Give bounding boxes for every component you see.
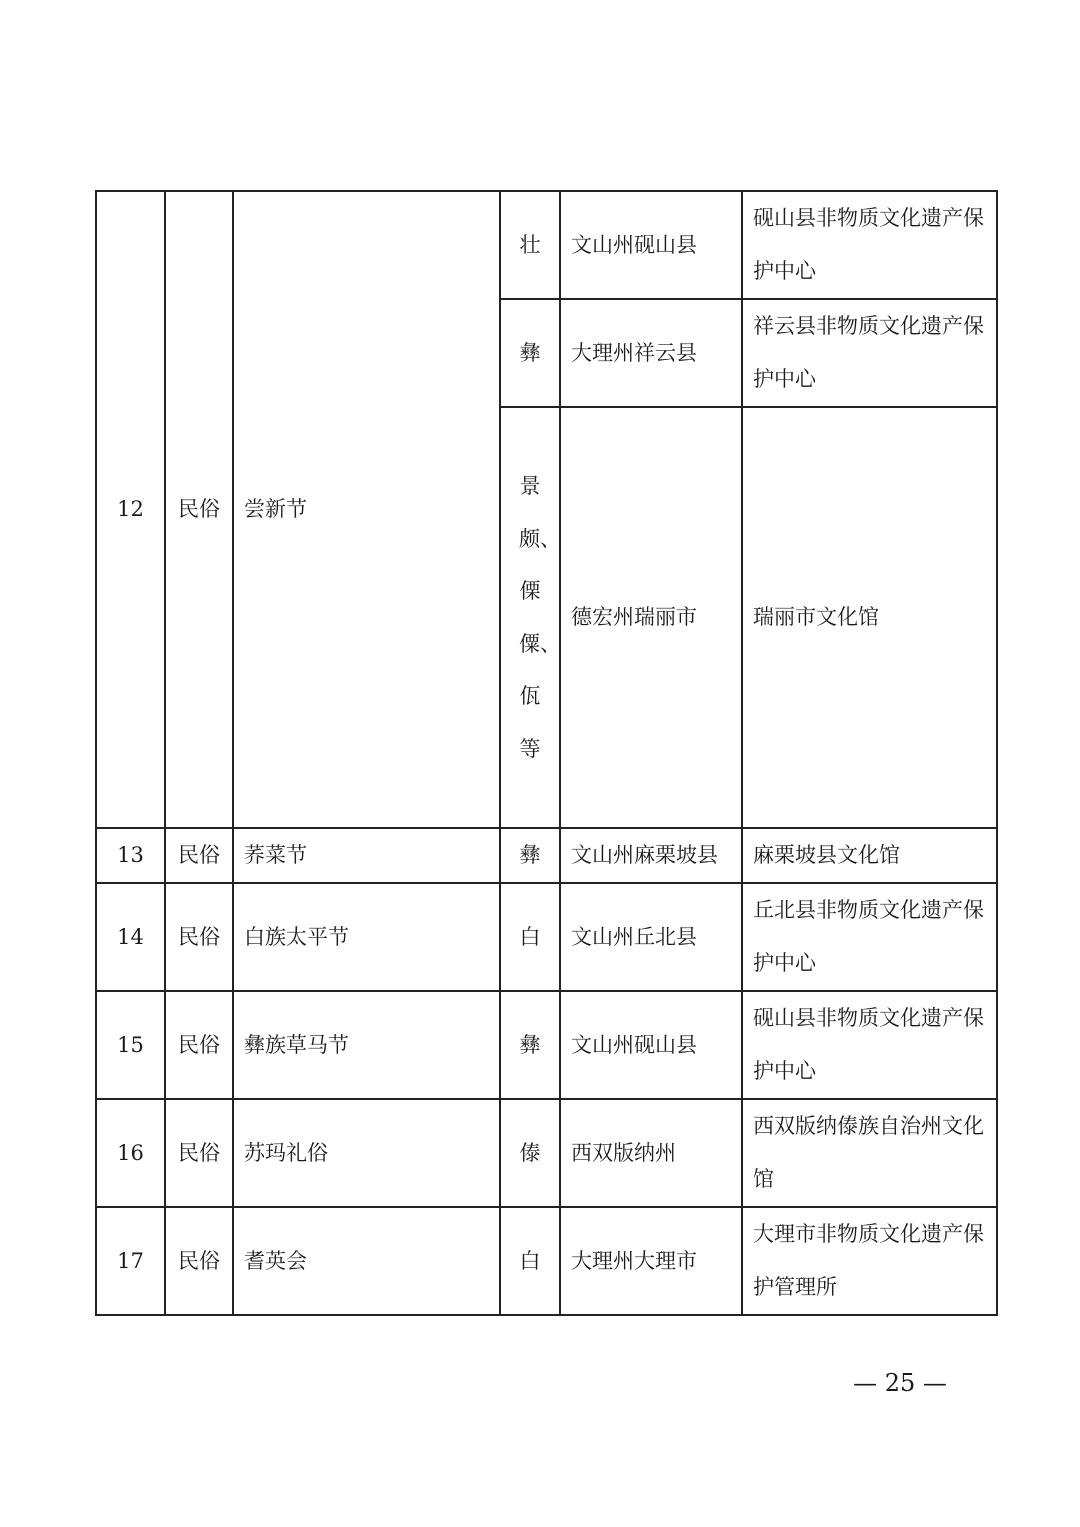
row-unit: 砚山县非物质文化遗产保护中心 xyxy=(742,191,997,299)
row-number: 15 xyxy=(96,991,165,1099)
row-category: 民俗 xyxy=(165,191,233,828)
row-category: 民俗 xyxy=(165,991,233,1099)
row-unit: 麻栗坡县文化馆 xyxy=(742,828,997,883)
table-row xyxy=(96,883,997,991)
row-ethnicity: 彝 xyxy=(500,299,560,407)
row-item-name: 彝族草马节 xyxy=(233,991,500,1099)
row-number: 14 xyxy=(96,883,165,991)
row-area: 大理州祥云县 xyxy=(560,299,742,407)
row-number: 16 xyxy=(96,1099,165,1207)
row-unit: 祥云县非物质文化遗产保护中心 xyxy=(742,299,997,407)
row-category: 民俗 xyxy=(165,1099,233,1207)
row-unit: 瑞丽市文化馆 xyxy=(742,407,997,828)
row-unit: 西双版纳傣族自治州文化馆 xyxy=(742,1099,997,1207)
table-row xyxy=(96,828,997,883)
row-area: 西双版纳州 xyxy=(560,1099,742,1207)
row-item-name: 尝新节 xyxy=(233,191,500,828)
row-category: 民俗 xyxy=(165,883,233,991)
page-number: — 25 — xyxy=(853,1369,947,1397)
table-row xyxy=(96,1099,997,1207)
table-row xyxy=(96,191,997,299)
row-ethnicity: 白 xyxy=(500,883,560,991)
table-row xyxy=(96,991,997,1099)
row-area: 文山州砚山县 xyxy=(560,991,742,1099)
row-area: 文山州丘北县 xyxy=(560,883,742,991)
row-item-name: 白族太平节 xyxy=(233,883,500,991)
row-ethnicity: 彝 xyxy=(500,828,560,883)
row-item-name: 荞菜节 xyxy=(233,828,500,883)
row-number: 17 xyxy=(96,1207,165,1315)
row-item-name: 苏玛礼俗 xyxy=(233,1099,500,1207)
row-ethnicity-text: 景颇、傈僳、佤等 xyxy=(518,474,561,761)
row-item-name: 耆英会 xyxy=(233,1207,500,1315)
heritage-table xyxy=(95,190,998,1316)
row-unit: 砚山县非物质文化遗产保护中心 xyxy=(742,991,997,1099)
row-unit: 大理市非物质文化遗产保护管理所 xyxy=(742,1207,997,1315)
row-category: 民俗 xyxy=(165,828,233,883)
row-number: 12 xyxy=(96,191,165,828)
row-area: 大理州大理市 xyxy=(560,1207,742,1315)
row-unit: 丘北县非物质文化遗产保护中心 xyxy=(742,883,997,991)
table-row xyxy=(96,1207,997,1315)
row-area: 文山州砚山县 xyxy=(560,191,742,299)
row-ethnicity: 白 xyxy=(500,1207,560,1315)
row-ethnicity: 彝 xyxy=(500,991,560,1099)
row-area: 德宏州瑞丽市 xyxy=(560,407,742,828)
row-ethnicity xyxy=(500,407,560,828)
row-ethnicity: 壮 xyxy=(500,191,560,299)
row-area: 文山州麻栗坡县 xyxy=(560,828,742,883)
row-ethnicity: 傣 xyxy=(500,1099,560,1207)
row-category: 民俗 xyxy=(165,1207,233,1315)
row-number: 13 xyxy=(96,828,165,883)
